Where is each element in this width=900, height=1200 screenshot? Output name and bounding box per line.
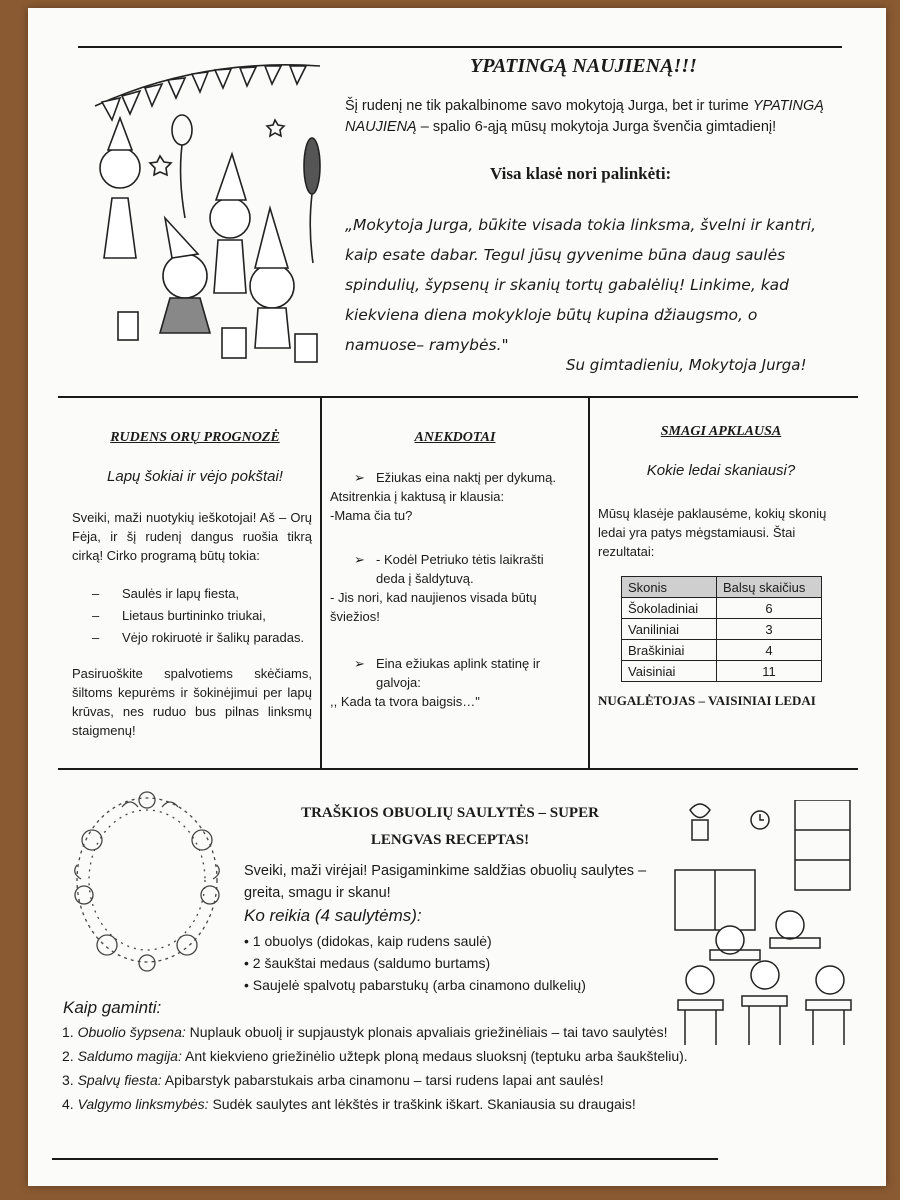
flavor-cell: Šokoladiniai — [622, 598, 717, 619]
joke-2-line-2: deda į šaldytuvą. — [376, 571, 474, 586]
table-row — [622, 640, 822, 661]
poll-table — [621, 576, 822, 682]
joke-3 — [330, 654, 580, 711]
list-item: • Saujelė spalvotų pabarstukų (arba cinamono dulkelių) — [244, 974, 586, 996]
step-text: Sudėk saulytes ant lėkštės ir traškink iškart. Skaniausia su draugais! — [208, 1096, 636, 1112]
step-number: 2. — [62, 1048, 78, 1064]
joke-1-punchline: -Mama čia tu? — [330, 508, 413, 523]
flavor-cell: Vaisiniai — [622, 661, 717, 682]
step-number: 1. — [62, 1024, 78, 1040]
table-header-row — [622, 577, 822, 598]
steps-heading: Kaip gaminti: — [63, 998, 162, 1017]
intro-emphasis: YPATINGĄ NAUJIENĄ — [345, 98, 824, 135]
steps-list — [62, 1022, 702, 1118]
list-item: – Vėjo rokiruotė ir šalikų paradas. — [92, 628, 312, 647]
wish-heading: Visa klasė nori palinkėti: — [490, 164, 672, 183]
weather-subtitle: Lapų šokiai ir vėjo pokštai! — [107, 468, 283, 485]
ingredients-list — [244, 930, 586, 996]
arrow-bullet-icon: ➢ — [354, 656, 365, 671]
votes-cell: 11 — [717, 661, 822, 682]
arrow-bullet-icon: ➢ — [354, 552, 365, 567]
list-item: – Saulės ir lapų fiesta, — [92, 584, 312, 603]
list-item — [62, 1070, 702, 1091]
recipe-title — [250, 800, 650, 854]
recipe-intro: Sveiki, maži virėjai! Pasigaminkime saldžias obuolių saulytes – greita, smagu ir skanu! — [244, 863, 647, 901]
weather-list — [92, 584, 312, 650]
poll-intro: Mūsų klasėje paklausėme, kokių skonių ledai yra patys mėgstamiausi. Štai rezultatai: — [598, 506, 827, 559]
votes-cell: 3 — [717, 619, 822, 640]
weather-title: RUDENS ORŲ PROGNOZĖ — [110, 430, 280, 445]
joke-1 — [330, 468, 580, 525]
list-item — [62, 1022, 702, 1043]
joke-1-line-1: Ežiukas eina naktį per dykumą. — [376, 470, 556, 485]
bottom-rule — [52, 1158, 718, 1160]
classroom-illustration — [670, 800, 855, 1050]
joke-2-line-1: - Kodėl Petriuko tėtis laikrašti — [376, 552, 544, 567]
wish-quote: „Mokytoja Jurga, būkite visada tokia linksma, švelni ir kantri, kaip esate dabar. Tegul jūsų gyvenime būna daug saulės spindulių, šypsenų ir skanių tortų gabalėlių! Linkime, kad kiekviena diena mokykloje būtų kupina džiaugsmo, o namuose– ramybės." — [345, 216, 817, 354]
step-name: Saldumo magija: — [77, 1048, 182, 1064]
column-divider-2 — [588, 396, 590, 768]
party-illustration — [90, 58, 330, 368]
birthday-signoff: Su gimtadieniu, Mokytoja Jurga! — [566, 356, 807, 374]
list-item: • 2 šaukštai medaus (saldumo burtams) — [244, 952, 586, 974]
step-number: 3. — [62, 1072, 78, 1088]
intro-text-a: Šį rudenį ne tik pakalbinome savo mokytoją Jurga, bet ir turime — [345, 98, 749, 114]
table-row — [622, 661, 822, 682]
step-name: Obuolio šypsena: — [77, 1024, 186, 1040]
section-rule-1 — [58, 396, 858, 398]
joke-1-line-2: Atsitrenkia į kaktusą ir klausia: — [330, 489, 505, 504]
step-name: Valgymo linksmybės: — [77, 1096, 209, 1112]
joke-2-punchline: - Jis nori, kad naujienos visada būtų šviežios! — [330, 590, 537, 624]
step-name: Spalvų fiesta: — [77, 1072, 162, 1088]
step-text: Nuplauk obuolį ir supjaustyk plonais apvaliais griežinėliais – tai tavo saulytės! — [185, 1024, 668, 1040]
list-item — [62, 1046, 702, 1067]
column-header-flavor: Skonis — [622, 577, 717, 598]
joke-3-line-1: Eina ežiukas aplink statinę ir — [376, 656, 541, 671]
list-item — [62, 1094, 702, 1115]
table-row — [622, 619, 822, 640]
top-rule — [78, 46, 842, 48]
jokes-title: ANEKDOTAI — [414, 430, 496, 445]
intro-text-b: – spalio 6-ąją mūsų mokytoja Jurga švenčia gimtadienį! — [416, 119, 777, 135]
list-item: • 1 obuolys (didokas, kaip rudens saulė) — [244, 930, 586, 952]
recipe-title-line-1: TRAŠKIOS OBUOLIŲ SAULYTĖS – SUPER — [301, 805, 599, 821]
list-item: – Lietaus burtininko triukai, — [92, 606, 312, 625]
poll-title: SMAGI APKLAUSA — [660, 424, 782, 439]
votes-cell: 6 — [717, 598, 822, 619]
wreath-illustration — [62, 785, 232, 975]
section-rule-2 — [58, 768, 858, 770]
step-text: Ant kiekvieno griežinėlio užtepk ploną medaus sluoksnį (teptuku arba šaukšteliu). — [181, 1048, 688, 1064]
recipe-title-line-2: LENGVAS RECEPTAS! — [370, 832, 530, 848]
poll-subtitle: Kokie ledai skaniausi? — [646, 462, 796, 479]
poll-winner: NUGALĖTOJAS – VAISINIAI LEDAI — [598, 693, 816, 708]
page-title: YPATINGĄ NAUJIENĄ!!! — [470, 55, 697, 77]
intro-paragraph — [345, 96, 825, 138]
arrow-bullet-icon: ➢ — [354, 470, 365, 485]
ingredients-heading: Ko reikia (4 saulytėms): — [244, 906, 422, 925]
column-header-votes: Balsų skaičius — [717, 577, 822, 598]
column-divider-1 — [320, 396, 322, 768]
joke-2 — [330, 550, 580, 626]
joke-3-punchline: ,, Kada ta tvora baigsis…" — [330, 694, 480, 709]
step-text: Apibarstyk pabarstukais arba cinamonu – tarsi rudens lapai ant saulės! — [161, 1072, 604, 1088]
flavor-cell: Vaniliniai — [622, 619, 717, 640]
flavor-cell: Braškiniai — [622, 640, 717, 661]
weather-outro: Pasiruoškite spalvotiems skėčiams, šiltoms kepurėms ir šokinėjimui per lapų krūvas, nes ruduo bus pilnas linksmų staigmenų! — [72, 666, 312, 738]
weather-intro: Sveiki, maži nuotykių ieškotojai! Aš – Orų Fėja, ir šį rudenį dangus ruošia tikrą cirką! Cirko programą būtų tokia: — [72, 510, 312, 563]
votes-cell: 4 — [717, 640, 822, 661]
step-number: 4. — [62, 1096, 78, 1112]
table-row — [622, 598, 822, 619]
joke-3-line-2: galvoja: — [376, 675, 421, 690]
